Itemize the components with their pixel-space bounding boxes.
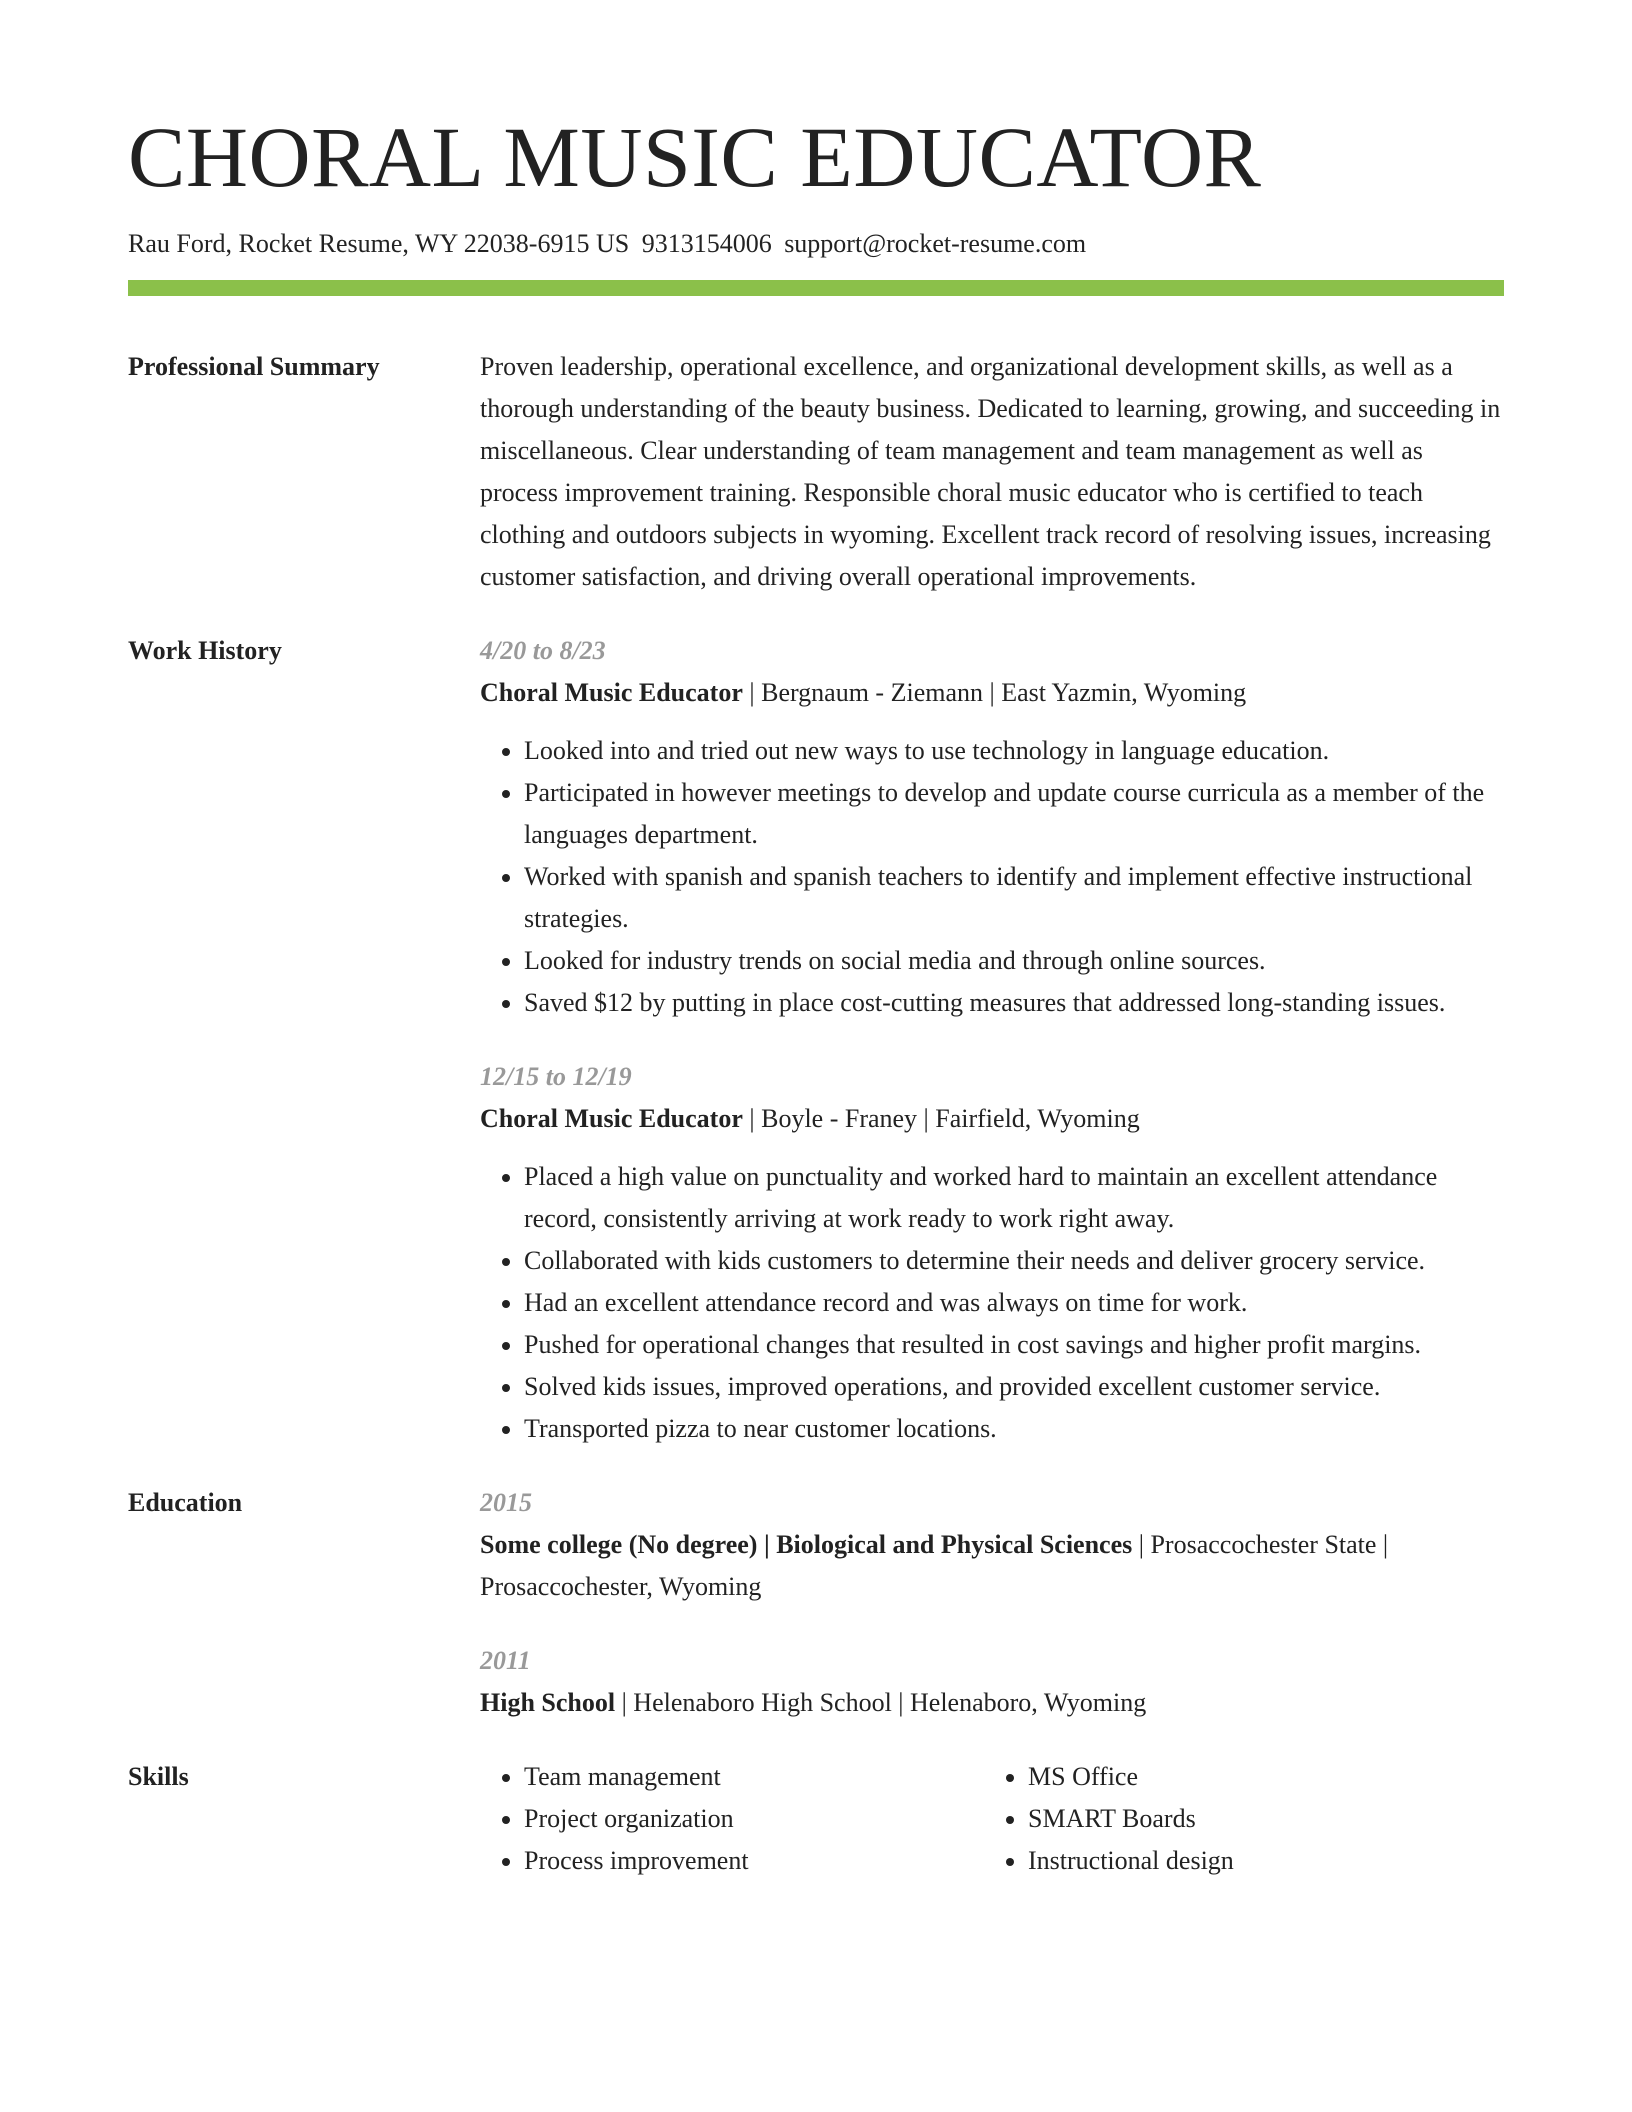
skill-item: • SMART Boards [1028,1798,1234,1840]
job-heading [480,672,1504,714]
job-heading [480,1098,1504,1140]
header-divider [128,280,1504,296]
job-entry [480,1056,1504,1450]
skills-heading: Skills [128,1762,189,1792]
resume-title: CHORAL MUSIC EDUCATOR [128,109,1262,205]
education-degree: High School [480,1688,616,1718]
job-bullet: • Solved kids issues, improved operations, and provided excellent customer service. [524,1366,1504,1408]
contact-email: support@rocket-resume.com [784,228,1087,258]
job-bullet: • Placed a high value on punctuality and worked hard to maintain an excellent attendance record, consistently arriving at work ready to work right away. [524,1156,1504,1240]
summary-heading: Professional Summary [128,352,380,382]
skills-section [128,1756,1504,1882]
education-details: | Prosaccochester State | Prosaccochester, Wyoming [480,1530,1389,1602]
job-bullet: • Worked with spanish and spanish teachers to identify and implement effective instructional strategies. [524,856,1504,940]
skill-item: • Team management [524,1756,984,1798]
job-details: | Bergnaum - Ziemann | East Yazmin, Wyoming [742,678,1247,708]
education-details: | Helenaboro High School | Helenaboro, Wyoming [615,1688,1147,1718]
contact-line [128,227,1504,261]
work-history-section [128,630,1504,1450]
education-heading: Education [128,1488,243,1518]
education-degree: Some college (No degree) | Biological and Physical Sciences [480,1530,1133,1560]
job-bullet: • Looked into and tried out new ways to use technology in language education. [524,730,1504,772]
contact-address: Rau Ford, Rocket Resume, WY 22038-6915 US [128,228,630,258]
job-bullet: • Pushed for operational changes that resulted in cost savings and higher profit margins. [524,1324,1504,1366]
job-entry [480,630,1504,1024]
job-bullets [480,1156,1504,1450]
contact-phone: 9313154006 [641,228,772,258]
skills-list-right [984,1756,1234,1882]
education-entry [480,1482,1504,1608]
skills-columns [480,1756,1504,1882]
skill-item: • Process improvement [524,1840,984,1882]
job-bullet: • Had an excellent attendance record and was always on time for work. [524,1282,1504,1324]
education-year: 2015 [480,1488,532,1518]
skill-item: • MS Office [1028,1756,1234,1798]
job-details: | Boyle - Franey | Fairfield, Wyoming [742,1104,1140,1134]
skills-list-left [480,1756,984,1882]
education-year: 2011 [480,1646,531,1676]
job-title: Choral Music Educator [480,678,743,708]
job-bullet: • Saved $12 by putting in place cost-cutting measures that addressed long-standing issues. [524,982,1504,1024]
skill-item: • Instructional design [1028,1840,1234,1882]
work-history-heading: Work History [128,636,282,666]
resume-page [128,110,1504,1882]
job-bullet: • Looked for industry trends on social media and through online sources. [524,940,1504,982]
job-dates: 4/20 to 8/23 [480,636,606,666]
skill-item: • Project organization [524,1798,984,1840]
job-bullets [480,730,1504,1024]
job-bullet: • Transported pizza to near customer locations. [524,1408,1504,1450]
job-dates: 12/15 to 12/19 [480,1062,632,1092]
summary-text: Proven leadership, operational excellence, and organizational development skills, as well as a thorough understanding of the beauty business. Dedicated to learning, growing, and succeeding in miscellaneous. Clear understanding of team management and team management as well as process improvement training. Responsible choral music educator who is certified to teach clothing and outdoors subjects in wyoming. Excellent track record of resolving issues, increasing customer satisfaction, and driving overall operational improvements. [480,352,1501,592]
education-section [128,1482,1504,1724]
education-entry [480,1640,1504,1724]
education-heading-line [480,1682,1504,1724]
job-bullet: • Participated in however meetings to develop and update course curricula as a member of the languages department. [524,772,1504,856]
job-title: Choral Music Educator [480,1104,743,1134]
education-heading-line [480,1524,1504,1608]
summary-section [128,346,1504,598]
job-bullet: • Collaborated with kids customers to determine their needs and deliver grocery service. [524,1240,1504,1282]
